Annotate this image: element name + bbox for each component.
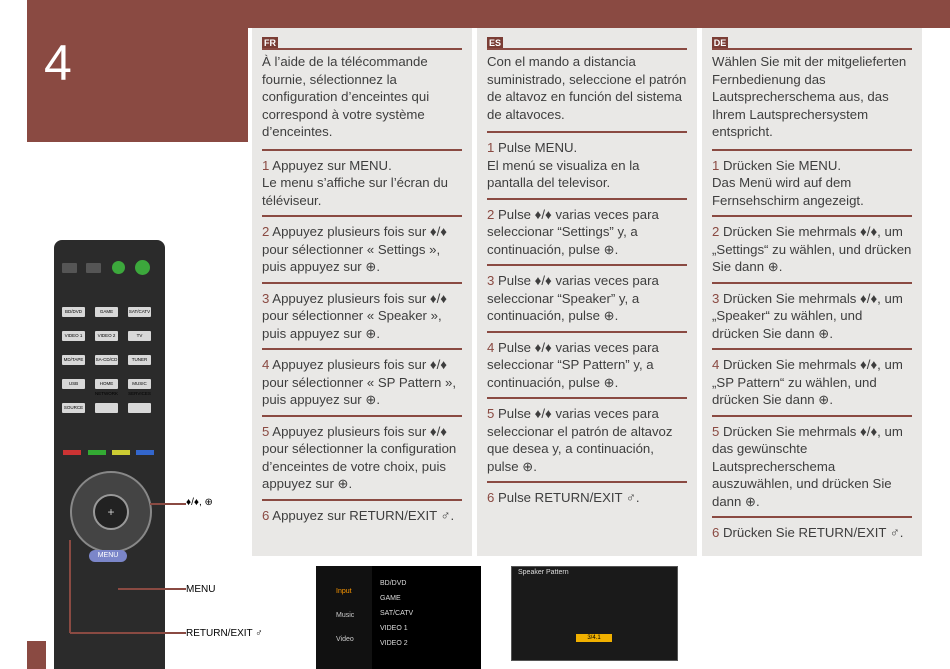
step-1 [487, 131, 687, 198]
remote-button [62, 263, 77, 273]
step-number: 1 [712, 157, 720, 173]
column-de [702, 28, 922, 556]
step-text: Pulse RETURN/EXIT ♂. [498, 490, 640, 505]
callout-lines [60, 500, 186, 640]
step-4 [262, 348, 462, 415]
step-3 [712, 282, 912, 349]
remote-button: HOME NETWORK [95, 381, 118, 396]
step-number: 2 [487, 206, 495, 222]
intro: À l’aide de la télécommande fournie, sélectionnez la configuration d’enceintes qui correspond à votre système d’enceintes. [262, 54, 430, 139]
step-number: 1 [487, 140, 495, 155]
step-2 [712, 215, 912, 282]
step-3 [487, 264, 687, 331]
step-subtext: El menú se visualiza en la pantalla del televisor. [487, 157, 640, 190]
screen-title: Speaker Pattern [518, 569, 569, 576]
callout-arrows: ♦/♦, ⊕ [186, 497, 213, 508]
enter-button: + [93, 494, 129, 530]
remote-button: SAT/CATV [128, 307, 151, 317]
menu-button: MENU [89, 550, 127, 562]
red-button [63, 450, 81, 455]
remote-button: SOURCE [62, 403, 85, 413]
step-text: Drücken Sie mehrmals ♦/♦, um „Speaker“ zu wählen, und drücken Sie dann ⊕. [712, 290, 903, 341]
step-number: 2 [712, 224, 720, 239]
step-6 [262, 499, 462, 531]
remote-button: BD/DVD [62, 307, 85, 317]
menu-item: VIDEO 1 [380, 625, 408, 632]
menu-sidebar [316, 566, 372, 669]
step-number: 6 [487, 490, 495, 505]
step-2 [487, 198, 687, 265]
remote-button: TUNER [128, 355, 151, 365]
step-text: Appuyez plusieurs fois sur ♦/♦ pour sélectionner « Speaker », puis appuyez sur ⊕. [262, 290, 447, 341]
intro: Con el mando a distancia suministrado, seleccione el patrón de altavoz en función del sistema de altavoces. [487, 54, 687, 122]
step-subtext: Le menu s’affiche sur l’écran du téléviseur. [262, 175, 448, 208]
step-text: Pulse ♦/♦ varias veces para seleccionar “Settings” y, a continuación, pulse ⊕. [487, 206, 659, 257]
menu-item: SAT/CATV [380, 610, 414, 617]
step-number: 6 [262, 507, 270, 523]
remote-button: MUSIC SERVICES [128, 381, 151, 396]
divider [712, 48, 912, 50]
language-tag: FR [264, 38, 276, 48]
step-text: Appuyez plusieurs fois sur ♦/♦ pour sélectionner la configuration d’enceintes de votre choix, puis appuyez sur ⊕. [262, 423, 457, 491]
instructions-es [487, 53, 687, 513]
instructions-fr [262, 53, 462, 530]
language-tag: DE [713, 38, 727, 48]
instructions-de [712, 53, 912, 548]
step-3 [262, 282, 462, 349]
step-number: 2 [262, 224, 270, 239]
step-2 [262, 215, 462, 282]
tv-speaker-screen [511, 566, 678, 661]
step-number: 5 [487, 406, 495, 421]
header-bar [27, 0, 950, 28]
step-text: Appuyez plusieurs fois sur ♦/♦ pour sélectionner « Settings », puis appuyez sur ⊕. [262, 224, 447, 274]
step-5 [487, 397, 687, 481]
video-icon: Video [336, 636, 354, 643]
yellow-button [112, 450, 130, 455]
step-number: 1 [262, 157, 270, 173]
step-number: 4 [712, 357, 720, 372]
step-text: Appuyez sur MENU. [272, 157, 392, 173]
divider [262, 48, 462, 50]
step-number: 3 [262, 290, 270, 306]
step-number: 3 [487, 273, 495, 288]
blue-button [136, 450, 154, 455]
column-es [477, 28, 697, 556]
remote-button: VIDEO 1 [62, 331, 85, 341]
step-text: Drücken Sie MENU. [723, 157, 842, 173]
remote-button: GAME [95, 307, 118, 317]
callout-return: RETURN/EXIT ♂ [186, 628, 263, 639]
step-text: Pulse ♦/♦ varias veces para seleccionar el patrón de altavoz que desea y, a continuación, pulse ⊕. [487, 406, 673, 474]
step-4 [487, 331, 687, 398]
step-text: Drücken Sie mehrmals ♦/♦, um „Settings“ zu wählen, und drücken Sie dann ⊕. [712, 224, 912, 274]
step-text: Drücken Sie mehrmals ♦/♦, um das gewünschte Lautsprecherschema auszuwählen, und drücken Sie dann ⊕. [712, 423, 903, 509]
divider [487, 48, 687, 50]
step-number: 4 [44, 35, 72, 91]
step-5 [262, 415, 462, 499]
step-6 [712, 516, 912, 548]
menu-item: VIDEO 2 [380, 640, 408, 647]
menu-item: GAME [380, 595, 401, 602]
step-number: 4 [487, 339, 495, 355]
language-tag: ES [488, 38, 501, 48]
tv-menu-screen [316, 566, 481, 669]
remote-button: TV [128, 331, 151, 341]
remote-button: VIDEO 2 [95, 331, 118, 341]
green-color-button [88, 450, 106, 455]
intro: Wählen Sie mit der mitgelieferten Fernbedienung das Lautsprecherschema aus, das Ihrem Lautsprechersystem entspricht. [712, 54, 907, 139]
remote-button: USB [62, 379, 85, 389]
step-text: Pulse ♦/♦ varias veces para seleccionar “Speaker” y, a continuación, pulse ⊕. [487, 273, 659, 323]
step-text: Drücken Sie mehrmals ♦/♦, um „SP Pattern“ zu wählen, und drücken Sie dann ⊕. [712, 357, 903, 407]
remote-button: SA-CD/CD [95, 355, 118, 365]
step-number: 5 [712, 423, 720, 439]
step-1 [712, 149, 912, 216]
green-button [112, 261, 125, 274]
callout-menu: MENU [186, 584, 216, 595]
remote-button [128, 403, 151, 413]
step-number: 4 [262, 357, 270, 372]
step-text: Pulse ♦/♦ varias veces para seleccionar “SP Pattern” y, a continuación, pulse ⊕. [487, 339, 659, 390]
step-text: Pulse MENU. [498, 140, 578, 155]
step-subtext: Das Menü wird auf dem Fernsehschirm angezeigt. [712, 175, 864, 208]
step-4 [712, 348, 912, 415]
input-icon: Input [336, 588, 352, 595]
remote-button: MD/TAPE [62, 355, 85, 365]
step-5 [712, 415, 912, 517]
step-6 [487, 481, 687, 513]
power-button [135, 260, 150, 275]
menu-item: BD/DVD [380, 580, 407, 587]
column-fr [252, 28, 472, 556]
remote-button [95, 403, 118, 413]
step-text: Appuyez sur RETURN/EXIT ♂. [272, 507, 455, 523]
step-1 [262, 149, 462, 216]
remote-button [86, 263, 101, 273]
step-number: 3 [712, 290, 720, 306]
step-text: Appuyez plusieurs fois sur ♦/♦ pour sélectionner « SP Pattern », puis appuyez sur ⊕. [262, 357, 457, 407]
step-number: 6 [712, 525, 720, 540]
step-text: Drücken Sie RETURN/EXIT ♂. [723, 525, 904, 540]
music-icon: Music [336, 612, 355, 619]
pattern-value: 3/4.1 [576, 634, 612, 642]
side-tab [27, 641, 46, 669]
step-number: 5 [262, 423, 270, 439]
